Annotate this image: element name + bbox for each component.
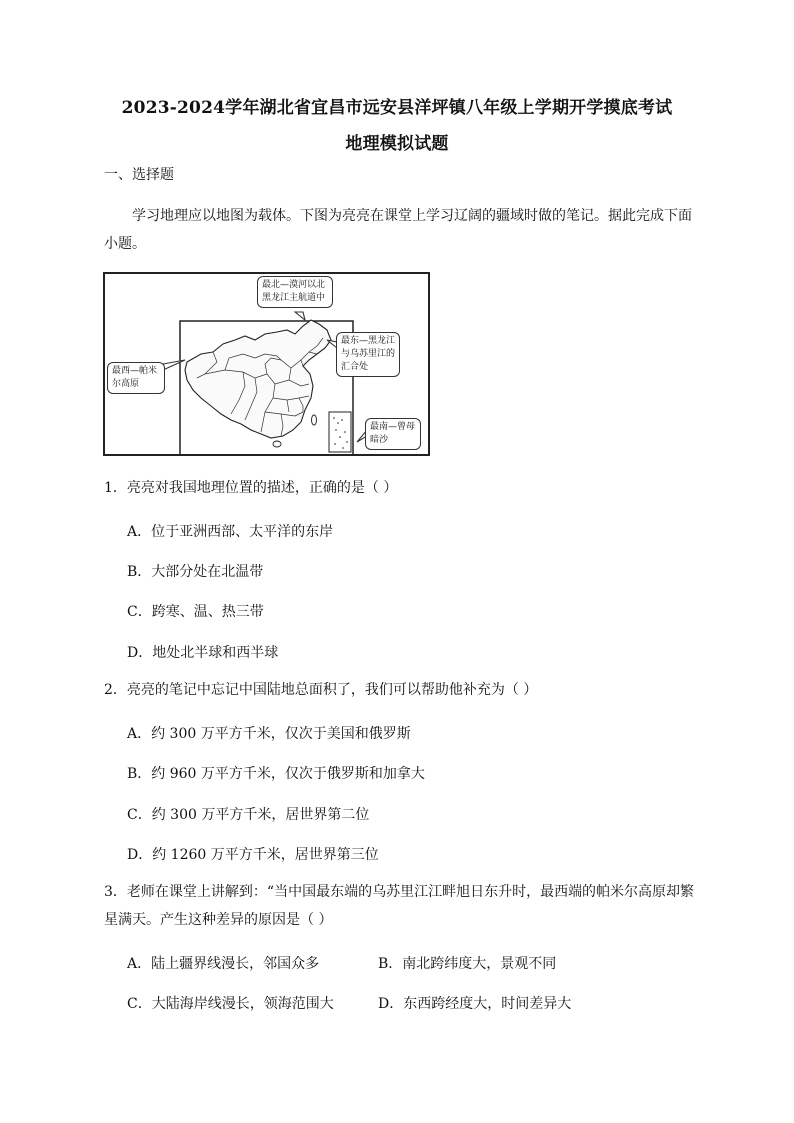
question-1-option-c: C．跨寒、温、热三带 (127, 604, 264, 620)
question-3-option-d: D．东西跨经度大，时间差异大 (378, 996, 572, 1012)
callout-west: 最西—帕米尔高原 (107, 362, 165, 394)
question-2-option-a: A．约 300 万平方千米，仅次于美国和俄罗斯 (127, 726, 411, 742)
callout-north: 最北—漠河以北黑龙江主航道中 (257, 276, 333, 308)
question-2-option-d: D．约 1260 万平方千米，居世界第三位 (127, 847, 379, 863)
question-1-option-b: B．大部分处在北温带 (127, 564, 264, 580)
question-1-stem: 1．亮亮对我国地理位置的描述，正确的是（ ） (104, 480, 398, 496)
page-subtitle: 地理模拟试题 (345, 134, 449, 154)
question-1-option-a: A．位于亚洲西部、太平洋的东岸 (127, 524, 334, 540)
question-3-option-c: C．大陆海岸线漫长，领海范围大 (127, 996, 334, 1012)
china-map-figure (103, 272, 430, 456)
hainan-island (273, 441, 281, 447)
question-2-option-c: C．约 300 万平方千米，居世界第二位 (127, 807, 370, 823)
question-1-option-d: D．地处北半球和西半球 (127, 645, 279, 661)
question-3-option-a: A．陆上疆界线漫长，邻国众多 (127, 956, 320, 972)
section-heading: 一、选择题 (104, 167, 174, 183)
question-3-stem: 3．老师在课堂上讲解到：“当中国最东端的乌苏里江江畔旭日东升时，最西端的帕米尔高原却繁星满天。产生这种差异的原因是（ ） (104, 884, 695, 928)
question-3-option-b: B．南北跨纬度大，景观不同 (378, 956, 557, 972)
intro-paragraph: 学习地理应以地图为载体。下图为亮亮在课堂上学习辽阔的疆域时做的笔记。据此完成下面小题。 (104, 208, 692, 252)
question-2-stem: 2．亮亮的笔记中忘记中国陆地总面积了，我们可以帮助他补充为（ ） (104, 682, 538, 698)
page-title: 2023-2024学年湖北省宜昌市远安县洋坪镇八年级上学期开学摸底考试 (121, 98, 673, 118)
china-outline (185, 320, 331, 438)
callout-south: 最南—曾母暗沙 (365, 418, 421, 450)
callout-east: 最东—黑龙江与乌苏里江的汇合处 (336, 332, 400, 377)
question-2-option-b: B．约 960 万平方千米，仅次于俄罗斯和加拿大 (127, 766, 425, 782)
taiwan-island (312, 415, 317, 425)
south-china-sea-inset (329, 412, 351, 452)
